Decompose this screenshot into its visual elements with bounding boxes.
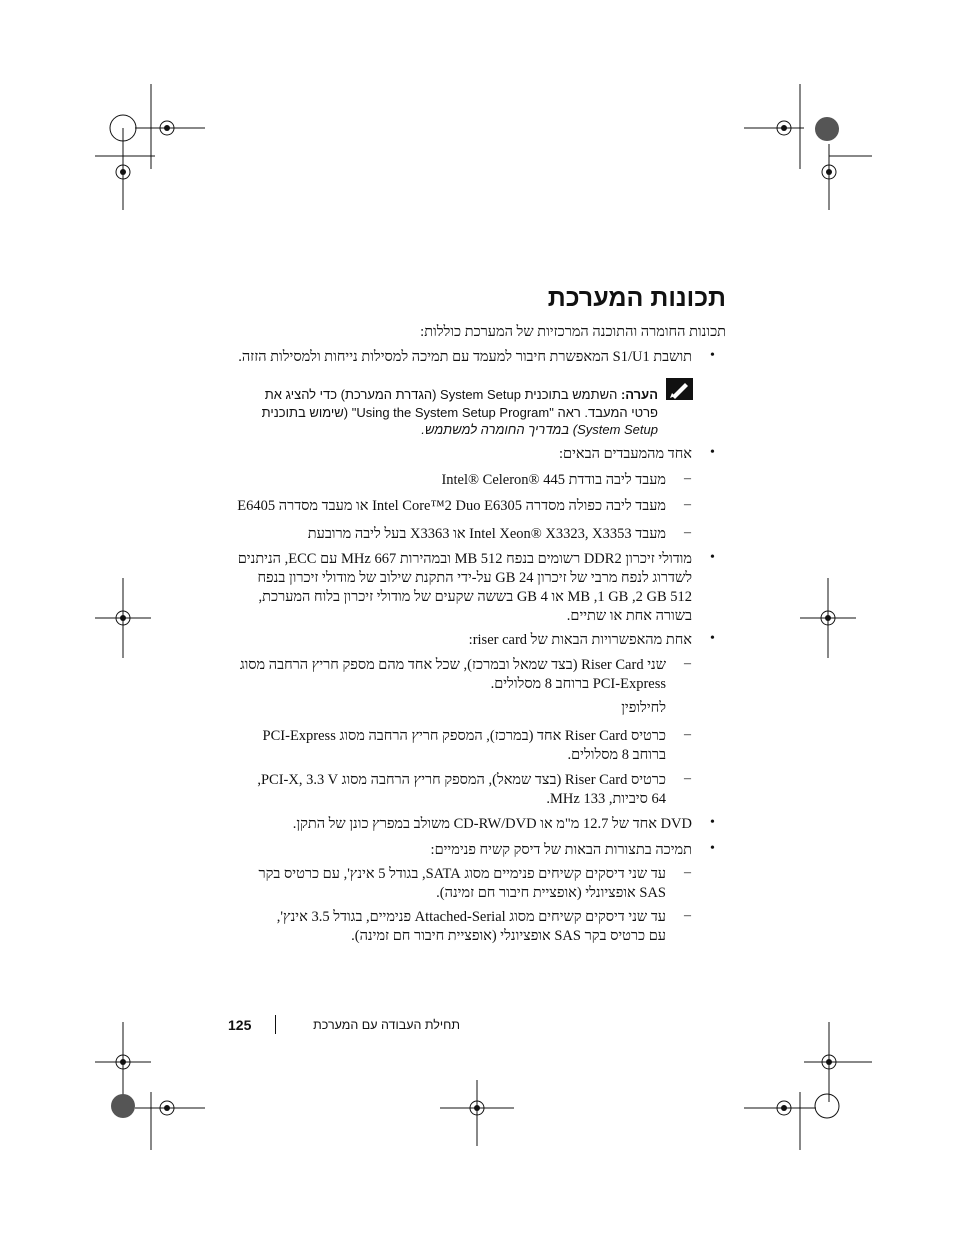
- registration-mark-icon: [95, 1022, 215, 1152]
- note-line: System Setup) במדריך החומרה למשתמש.: [421, 422, 658, 437]
- crop-mark-icon: [800, 578, 860, 658]
- note-line: פרטי המעבד. ראה "Using the System Setup Program" (שימוש בתוכנית: [261, 404, 658, 420]
- crop-mark-icon: [440, 1080, 515, 1150]
- crop-mark-icon: [95, 578, 155, 658]
- bullet-icon: •: [710, 631, 715, 646]
- drive-line: עד שני דיסקים קשיחים מסוג Attached-Serial פנימיים, בגודל 3.5 אינץ',: [276, 909, 666, 925]
- drive-option: [259, 865, 666, 903]
- riser-or-label: לחילופין: [621, 700, 666, 716]
- riser-line: 64 סיביות, 133 MHz.: [546, 791, 666, 807]
- note-pencil-icon: [666, 378, 693, 400]
- bullet-icon: •: [710, 815, 715, 830]
- page-title: תכונות המערכת: [547, 284, 726, 312]
- riser-line: כרטיס Riser Card אחד (במרכז), המספק חריץ הרחבה מסוג PCI-Express: [262, 728, 666, 744]
- footer-divider: [275, 1015, 276, 1034]
- dash-icon: –: [684, 471, 691, 486]
- registration-mark-icon: [744, 1022, 874, 1152]
- processor-option: מעבד ליבה בודדת Intel® Celeron® 445: [441, 472, 666, 488]
- drive-line: עם כרטיס בקר SAS אופציונלי (אופציית חיבור חם זמינה).: [351, 928, 666, 944]
- dash-icon: –: [684, 771, 691, 786]
- drive-line: עד שני דיסקים קשיחים פנימיים מסוג SATA, בגודל 5 אינץ', עם כרטיס בקר: [258, 866, 666, 882]
- page-number: 125: [228, 1017, 252, 1033]
- memory-paragraph: [238, 550, 692, 626]
- note-line: [262, 386, 658, 404]
- bullet-icon: •: [710, 550, 715, 565]
- dvd-item: DVD אחד של 12.7 מ"מ או CD-RW/DVD משולב במפרץ כונן של התקן.: [292, 816, 692, 832]
- drive-line: SAS אופציונלי (אופציית חיבור חם זמינה).: [436, 885, 666, 901]
- dash-icon: –: [684, 865, 691, 880]
- dash-icon: –: [684, 727, 691, 742]
- processor-option: מעבד Intel Xeon® X3323, X3353 או X3363 בעל ליבה מרובעת: [307, 526, 666, 542]
- list-item-chassis: תושבת S1/U1 המאפשרת חיבור למעמד עם תמיכה למסילות נייחות ולמסילות הזזה.: [238, 349, 692, 365]
- dash-icon: –: [684, 908, 691, 923]
- note-block: [262, 386, 658, 439]
- memory-line: בשורה אחת או שתיים.: [566, 608, 692, 624]
- footer-title: תחילת העבודה עם המערכת: [313, 1018, 460, 1032]
- registration-mark-icon: [744, 84, 874, 214]
- memory-line: לשדרוג לנפח מרבי של זיכרון 24 GB על-ידי התקנת שילוב של מודולי זיכרון בנפח: [257, 570, 692, 586]
- riser-option: [257, 771, 666, 809]
- bullet-icon: •: [710, 841, 715, 856]
- dash-icon: –: [684, 525, 691, 540]
- registration-mark-icon: [95, 84, 215, 214]
- bullet-icon: •: [710, 348, 715, 363]
- riser-line: שני Riser Card (בצד שמאל ובמרכז), שכל אחד מהם מספק חריץ הרחבה מסוג: [239, 657, 666, 673]
- riser-option: [263, 727, 666, 765]
- processors-heading: אחד מהמעבדים הבאים:: [559, 446, 692, 462]
- processor-option: מעבד ליבה כפולה מסדרה Intel Core™2 Duo E6305 או מעבד מסדרה E6405: [237, 498, 666, 514]
- memory-line: מודולי זיכרון DDR2 רשומים בנפח 512 MB ובמהירות 667 MHz עם ECC, הניתנים: [237, 551, 692, 567]
- drive-option: [277, 908, 666, 946]
- dash-icon: –: [684, 497, 691, 512]
- riser-line: PCI-Express ברוחב 8 מסלולים.: [490, 676, 666, 692]
- note-label: הערה:: [620, 387, 658, 402]
- drives-heading: תמיכה בתצורות הבאות של דיסק קשיח פנימיים:: [430, 842, 692, 858]
- riser-line: כרטיס Riser Card (בצד שמאל), המספק חריץ הרחבה מסוג PCI-X, 3.3 V,: [257, 772, 666, 788]
- dash-icon: –: [684, 656, 691, 671]
- bullet-icon: •: [710, 445, 715, 460]
- riser-heading: אחת מהאפשרויות הבאות של riser card:: [468, 632, 692, 648]
- intro-text: תכונות החומרה והתוכנה המרכזיות של המערכת כוללות:: [420, 324, 726, 340]
- memory-line: 512 MB ,1 GB ,2 GB או 4 GB בששה שקעים של מודולי זיכרון בלוח המערכת,: [258, 589, 692, 605]
- riser-line: ברוחב 8 מסלולים.: [567, 747, 666, 763]
- riser-option: [240, 656, 666, 694]
- note-text: השתמש בתוכנית System Setup (הגדרת המערכת) כדי להציג את: [264, 387, 618, 402]
